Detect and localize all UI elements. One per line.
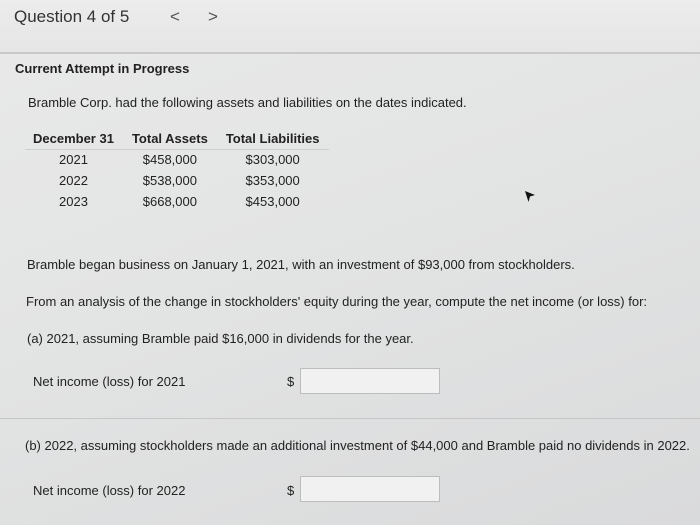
assets-liabilities-table: [25, 129, 329, 213]
assets-cell: $538,000: [142, 173, 197, 188]
instructions-text: From an analysis of the change in stockholders' equity during the year, compute the net income (or loss) for:: [26, 294, 648, 309]
currency-symbol: $: [287, 374, 295, 389]
year-cell: 2022: [59, 173, 88, 188]
table-row: [25, 171, 329, 192]
net-income-2021-label: Net income (loss) for 2021: [33, 374, 186, 389]
table-row: [25, 192, 329, 213]
part-a-prompt: (a) 2021, assuming Bramble paid $16,000 in dividends for the year.: [27, 331, 414, 346]
liabilities-cell: $303,000: [245, 152, 300, 167]
liabilities-cell: $453,000: [245, 194, 300, 209]
assets-cell: $458,000: [142, 152, 197, 167]
business-start-text: Bramble began business on January 1, 2021, with an investment of $93,000 from stockholders.: [27, 257, 575, 272]
attempt-status: Current Attempt in Progress: [15, 61, 190, 76]
previous-question-button[interactable]: <: [170, 7, 180, 26]
net-income-2021-input[interactable]: [300, 368, 440, 394]
net-income-2022-label: Net income (loss) for 2022: [33, 483, 186, 498]
mouse-cursor-icon: [524, 190, 536, 204]
column-header-assets: Total Assets: [131, 131, 208, 146]
liabilities-cell: $353,000: [245, 173, 300, 188]
question-intro: Bramble Corp. had the following assets and liabilities on the dates indicated.: [28, 95, 467, 110]
table-row: [25, 150, 329, 172]
column-header-date: December 31: [33, 131, 114, 146]
part-b-prompt: (b) 2022, assuming stockholders made an additional investment of $44,000 and Bramble paid no dividends in 2022.: [25, 438, 690, 453]
question-header: [0, 0, 700, 54]
column-header-liabilities: Total Liabilities: [225, 131, 320, 146]
assets-cell: $668,000: [142, 194, 197, 209]
year-cell: 2021: [59, 152, 88, 167]
question-counter: Question 4 of 5: [14, 7, 130, 26]
section-divider: [0, 418, 700, 419]
table-header-row: [25, 129, 329, 150]
currency-symbol: $: [287, 483, 295, 498]
net-income-2022-input[interactable]: [300, 476, 440, 502]
year-cell: 2023: [59, 194, 88, 209]
next-question-button[interactable]: >: [208, 7, 218, 26]
